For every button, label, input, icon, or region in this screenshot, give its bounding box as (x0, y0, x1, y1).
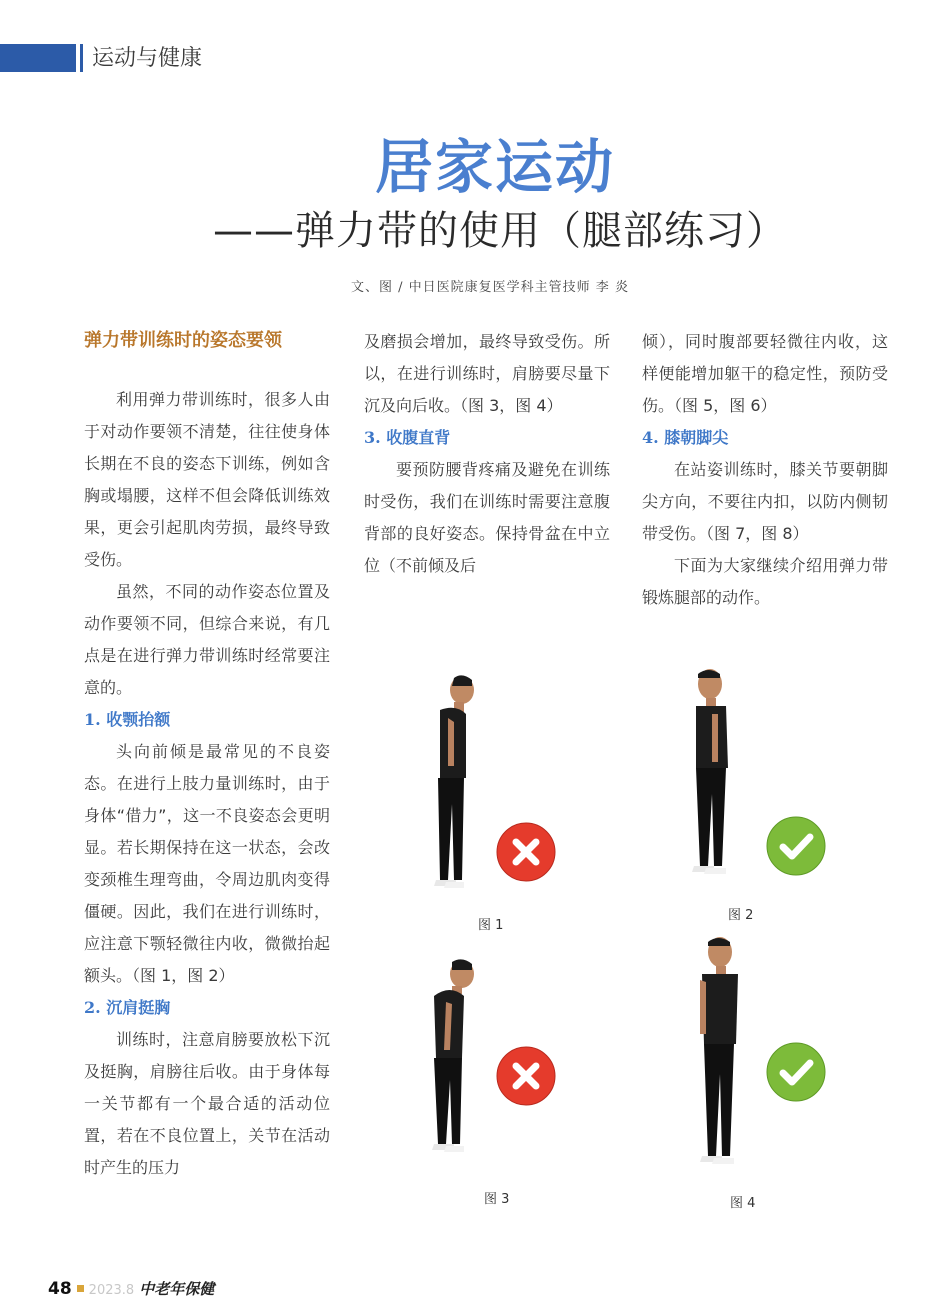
text-column-3 (642, 326, 888, 614)
text-column-2 (364, 326, 610, 582)
section-tag: 运动与健康 (92, 46, 203, 71)
person-photo (684, 666, 744, 882)
page-footer (48, 1278, 214, 1302)
paragraph: 在站姿训练时，膝关节要朝脚尖方向，不要往内扣，以防内侧韧带受伤。（图 7，图 8） (642, 460, 888, 543)
point-heading-3: 3. 收腹直背 (364, 428, 451, 447)
paragraph: 训练时，注意肩膀要放松下沉及挺胸，肩膀往后收。由于身体每一关节都有一个最合适的活动位置，若在不良位置上，关节在活动时产生的压力 (84, 1030, 330, 1177)
paragraph: 头向前倾是最常见的不良姿态。在进行上肢力量训练时，由于身体“借力”，这一不良姿态会更明显。若长期保持在这一状态，会改变颈椎生理弯曲，令周边肌肉变得僵硬。因此，我们在进行训练时，应注意下颚轻微往内收，微微抬起额头。（图 1，图 2） (84, 742, 330, 985)
person-photo (692, 934, 752, 1174)
cross-icon (496, 1046, 556, 1106)
person-photo (420, 958, 480, 1158)
person-photo (418, 674, 478, 892)
article-subtitle: ——弹力带的使用（腿部练习） (213, 208, 787, 254)
magazine-name: 中老年保健 (139, 1280, 215, 1298)
cross-icon (496, 822, 556, 882)
check-icon (766, 1042, 826, 1102)
check-icon (766, 816, 826, 876)
figure-4 (690, 930, 850, 1212)
paragraph: 下面为大家继续介绍用弹力带锻炼腿部的动作。 (642, 556, 888, 607)
figure-1 (410, 670, 570, 933)
point-heading-4: 4. 膝朝脚尖 (642, 428, 729, 447)
paragraph: 虽然，不同的动作姿态位置及动作要领不同，但综合来说，有几点是在进行弹力带训练时经常要注意的。 (84, 582, 330, 697)
footer-dot (77, 1285, 84, 1292)
section-color-bar (0, 44, 76, 72)
point-heading-2: 2. 沉肩挺胸 (84, 998, 171, 1017)
article-title: 居家运动 (374, 133, 615, 201)
point-heading-1: 1. 收颚抬额 (84, 710, 171, 729)
figure-2 (680, 660, 840, 926)
paragraph: 要预防腰背疼痛及避免在训练时受伤，我们在训练时需要注意腹背部的良好姿态。保持骨盆在中立位（不前倾及后 (364, 460, 610, 575)
figure-caption: 图 3 (484, 1192, 510, 1207)
paragraph: 倾），同时腹部要轻微往内收，这样便能增加躯干的稳定性，预防受伤。（图 5，图 6） (642, 332, 888, 415)
figure-caption: 图 4 (730, 1196, 756, 1211)
figure-3 (410, 950, 570, 1206)
section-heading: 弹力带训练时的姿态要领 (84, 330, 282, 351)
section-divider (80, 44, 83, 72)
paragraph: 及磨损会增加，最终导致受伤。所以，在进行训练时，肩膀要尽量下沉及向后收。（图 3，图 4） (364, 332, 610, 415)
byline: 文、图 / 中日医院康复医学科主管技师 李 炎 (351, 280, 629, 295)
issue-date: 2023.8 (88, 1283, 135, 1298)
text-column-1 (84, 326, 330, 1184)
figure-caption: 图 1 (478, 918, 504, 933)
figure-caption: 图 2 (728, 908, 754, 923)
paragraph: 利用弹力带训练时，很多人由于对动作要领不清楚，往往使身体长期在不良的姿态下训练，例如含胸或塌腰，这样不但会降低训练效果，更会引起肌肉劳损，最终导致受伤。 (84, 390, 330, 569)
page-number: 48 (48, 1279, 72, 1299)
